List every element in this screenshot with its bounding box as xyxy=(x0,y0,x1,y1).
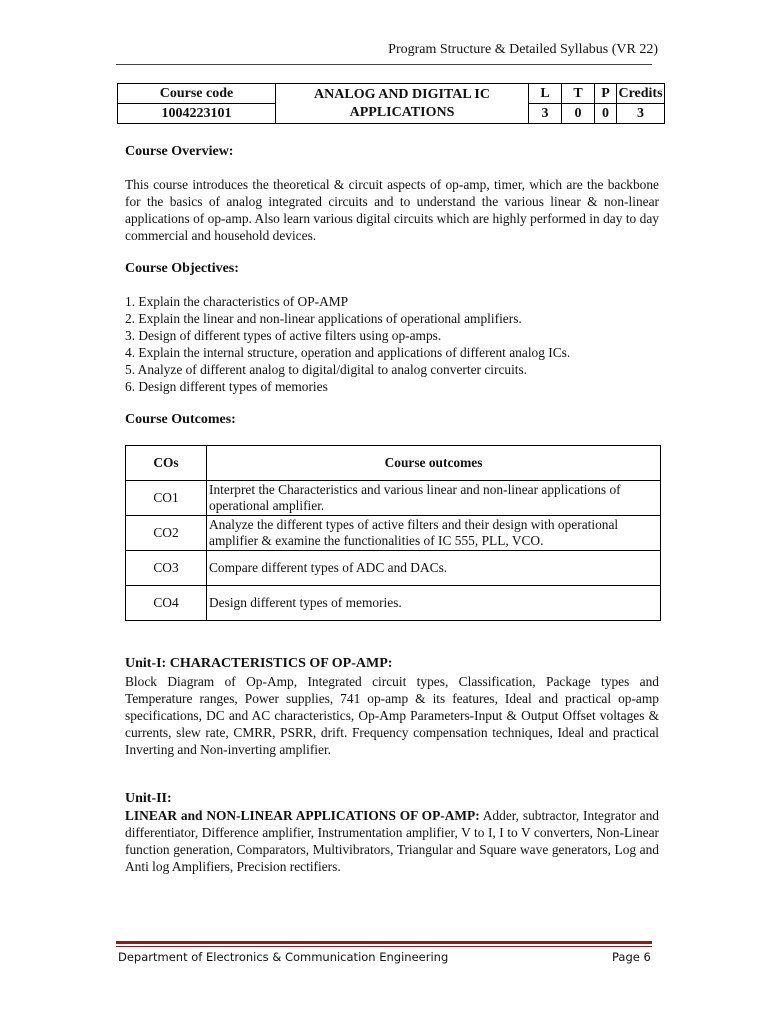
unit1-text: Block Diagram of Op-Amp, Integrated circuit types, Classification, Package types and Temperature ranges, Power supplies, 741 op-amp & its features, Ideal and practical op-amp specifications, DC and AC characteristics, Op-Amp Parameters-Input & Output Offset voltages & currents, slew rate, CMRR, PSRR, drift. Frequency compensation techniques, Ideal and practical Inverting and Non-inverting amplifier. xyxy=(125,674,659,757)
unit2-heading: Unit-II: xyxy=(125,791,172,806)
co-text: Interpret the Characteristics and various linear and non-linear applications of operational amplifier. xyxy=(207,481,661,516)
outcomes-table xyxy=(125,445,661,621)
objectives-list xyxy=(125,293,570,395)
co-text: Analyze the different types of active filters and their design with operational amplifier & examine the functionalities of IC 555, PLL, VCO. xyxy=(207,516,661,551)
cos-column-header: COs xyxy=(126,446,207,481)
overview-heading: Course Overview: xyxy=(125,144,234,159)
unit2-body xyxy=(125,807,659,875)
course-code-label: Course code xyxy=(118,84,276,104)
course-title-cell xyxy=(276,84,529,124)
co-id: CO1 xyxy=(126,481,207,516)
list-item: 2. Explain the linear and non-linear applications of operational amplifiers. xyxy=(125,311,522,326)
co-text: Compare different types of ADC and DACs. xyxy=(207,551,661,586)
lecture-label: L xyxy=(529,84,562,104)
table-row xyxy=(126,516,661,551)
co-text: Design different types of memories. xyxy=(207,586,661,621)
table-row xyxy=(126,586,661,621)
objectives-heading: Course Objectives: xyxy=(125,261,239,276)
co-id: CO3 xyxy=(126,551,207,586)
list-item: 5. Analyze of different analog to digital/digital to analog converter circuits. xyxy=(125,362,528,377)
practical-value: 0 xyxy=(595,104,617,124)
course-code-value: 1004223101 xyxy=(118,104,276,124)
unit1-heading: Unit-I: CHARACTERISTICS OF OP-AMP: xyxy=(125,656,393,671)
credits-value: 3 xyxy=(617,104,665,124)
outcomes-heading: Course Outcomes: xyxy=(125,412,236,427)
footer-divider xyxy=(116,946,652,947)
tutorial-value: 0 xyxy=(562,104,595,124)
co-id: CO2 xyxy=(126,516,207,551)
footer-divider xyxy=(116,941,652,944)
header-divider xyxy=(116,64,652,65)
unit2-text: Adder, subtractor, Integrator and differentiator, Difference amplifier, Instrumentation amplifier, V to I, I to V converters, Non-Linear function generation, Comparators, Multivibrators, Triangular and Square wave generators, Log and Anti log Amplifiers, Precision rectifiers. xyxy=(125,808,659,874)
credits-label: Credits xyxy=(617,84,665,104)
unit2-subheading: LINEAR and NON-LINEAR APPLICATIONS OF OP-AMP: xyxy=(125,808,480,823)
course-title-line2: APPLICATIONS xyxy=(349,104,455,120)
list-item: 4. Explain the internal structure, operation and applications of different analog ICs. xyxy=(125,345,571,360)
overview-text: This course introduces the theoretical & circuit aspects of op-amp, timer, which are the backbone for the basics of analog integrated circuits and to understand the various linear & non-linear applications of op-amp. Also learn various digital circuits which are highly performed in day to day commercial and household devices. xyxy=(125,177,659,243)
list-item: 3. Design of different types of active filters using op-amps. xyxy=(125,328,442,343)
list-item: 6. Design different types of memories xyxy=(125,379,328,394)
outcomes-column-header: Course outcomes xyxy=(207,446,661,481)
course-info-table xyxy=(117,83,665,124)
footer-department: Department of Electronics & Communication Engineering xyxy=(118,950,449,964)
running-header: Program Structure & Detailed Syllabus (VR 22) xyxy=(388,42,658,57)
list-item: 1. Explain the characteristics of OP-AMP xyxy=(125,294,349,309)
tutorial-label: T xyxy=(562,84,595,104)
course-title-line1: ANALOG AND DIGITAL IC xyxy=(314,86,490,102)
practical-label: P xyxy=(595,84,617,104)
table-row xyxy=(126,551,661,586)
table-row xyxy=(126,481,661,516)
co-id: CO4 xyxy=(126,586,207,621)
lecture-value: 3 xyxy=(529,104,562,124)
page-number: Page 6 xyxy=(612,950,651,964)
